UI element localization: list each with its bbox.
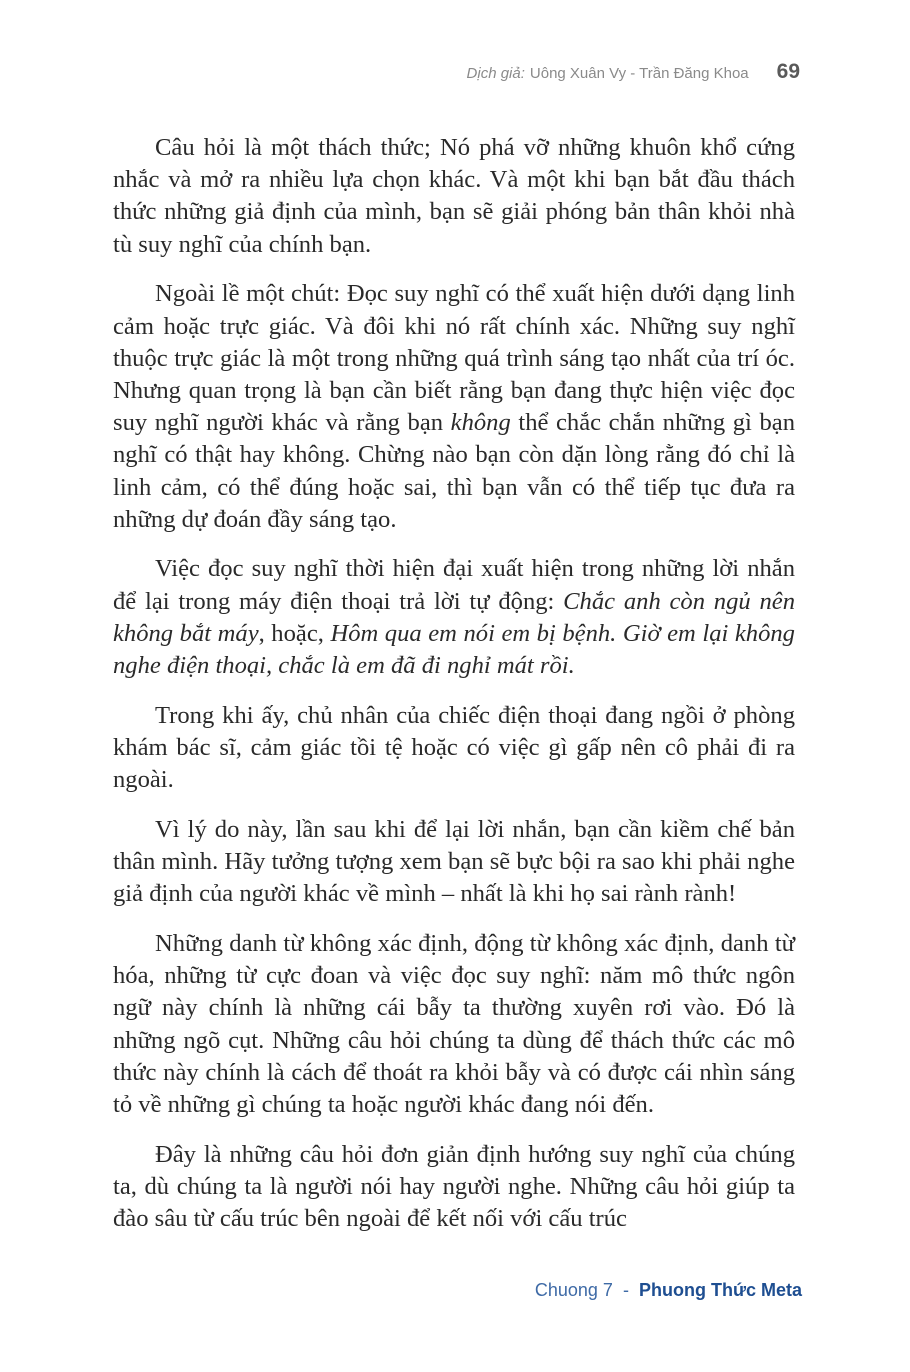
translator-names: Uông Xuân Vy - Trần Đăng Khoa [529, 65, 749, 82]
paragraph-italic-text: Hôm qua em nói em bị bệnh. Giờ em lại không nghe điện thoại, chắc là em đã đi nghỉ mát rồi. [113, 619, 795, 680]
running-footer [535, 1280, 802, 1301]
paragraph [113, 553, 795, 682]
paragraph-text: Đây là những câu hỏi đơn giản định hướng suy nghĩ của chúng ta, dù chúng ta là người nói hay người nghe. Những câu hỏi giúp ta đào sâu từ cấu trúc bên ngoài để kết nối với cấu trúc [113, 1140, 795, 1233]
paragraph [113, 928, 795, 1121]
running-header [467, 60, 800, 88]
paragraph [113, 278, 795, 536]
translator-label: Dịch giả: [466, 65, 525, 82]
paragraph-text: , hoặc, [258, 619, 331, 647]
paragraph-italic-text: Chắc anh còn ngủ nên không bắt máy [113, 587, 795, 647]
footer-chapter: Chuong 7 [534, 1280, 613, 1300]
footer-separator: - [622, 1280, 629, 1300]
paragraph-text: thể chắc chắn những gì bạn nghĩ có thật hay không. Chừng nào bạn còn dặn lòng rằng đó chỉ là linh cảm, có thể đúng hoặc sai, thì bạn vẫn có thể tiếp tục đưa ra những dự đoán đầy sáng tạo. [113, 409, 795, 533]
footer-chapter-title: Phuong Thức Meta [638, 1280, 802, 1300]
page-number: 69 [776, 60, 800, 83]
paragraph-text: Vì lý do này, lần sau khi để lại lời nhắn, bạn cần kiềm chế bản thân mình. Hãy tưởng tượng xem bạn sẽ bực bội ra sao khi phải nghe giả định của người khác về mình – nhất là khi họ sai rành rành! [113, 815, 795, 908]
paragraph [113, 700, 795, 797]
paragraph [113, 814, 795, 911]
paragraph-text: Những danh từ không xác định, động từ không xác định, danh từ hóa, những từ cực đoan và việc đọc suy nghĩ: năm mô thức ngôn ngữ này chính là những cái bẫy ta thường xuyên rơi vào. Đó là những ngõ cụt. Những câu hỏi chúng ta dùng để thách thức các mô thức này chính là cách để thoát ra khỏi bẫy và có được cái nhìn sáng tỏ về những gì chúng ta hoặc người khác đang nói đến. [113, 929, 795, 1118]
body-text [113, 132, 795, 1235]
paragraph [113, 132, 795, 261]
paragraph [113, 1139, 795, 1236]
paragraph-italic-text: không [450, 409, 511, 437]
paragraph-text: Việc đọc suy nghĩ thời hiện đại xuất hiện trong những lời nhắn để lại trong máy điện thoại trả lời tự động: [113, 555, 795, 615]
paragraph-text: Câu hỏi là một thách thức; Nó phá vỡ những khuôn khổ cứng nhắc và mở ra nhiều lựa chọn khác. Và một khi bạn bắt đầu thách thức những giả định của mình, bạn sẽ giải phóng bản thân khỏi nhà tù suy nghĩ của chính bạn. [113, 134, 795, 258]
paragraph-text: Ngoài lề một chút: Đọc suy nghĩ có thể xuất hiện dưới dạng linh cảm hoặc trực giác. Và đôi khi nó rất chính xác. Những suy nghĩ thuộc trực giác là một trong những quá trình sáng tạo nhất của trí óc. Nhưng quan trọng là bạn cần biết rằng bạn đang thực hiện việc đọc suy nghĩ người khác và rằng bạn [113, 280, 795, 437]
paragraph-text: Trong khi ấy, chủ nhân của chiếc điện thoại đang ngồi ở phòng khám bác sĩ, cảm giác tồi tệ hoặc có việc gì gấp nên cô phải đi ra ngoài. [113, 701, 795, 794]
